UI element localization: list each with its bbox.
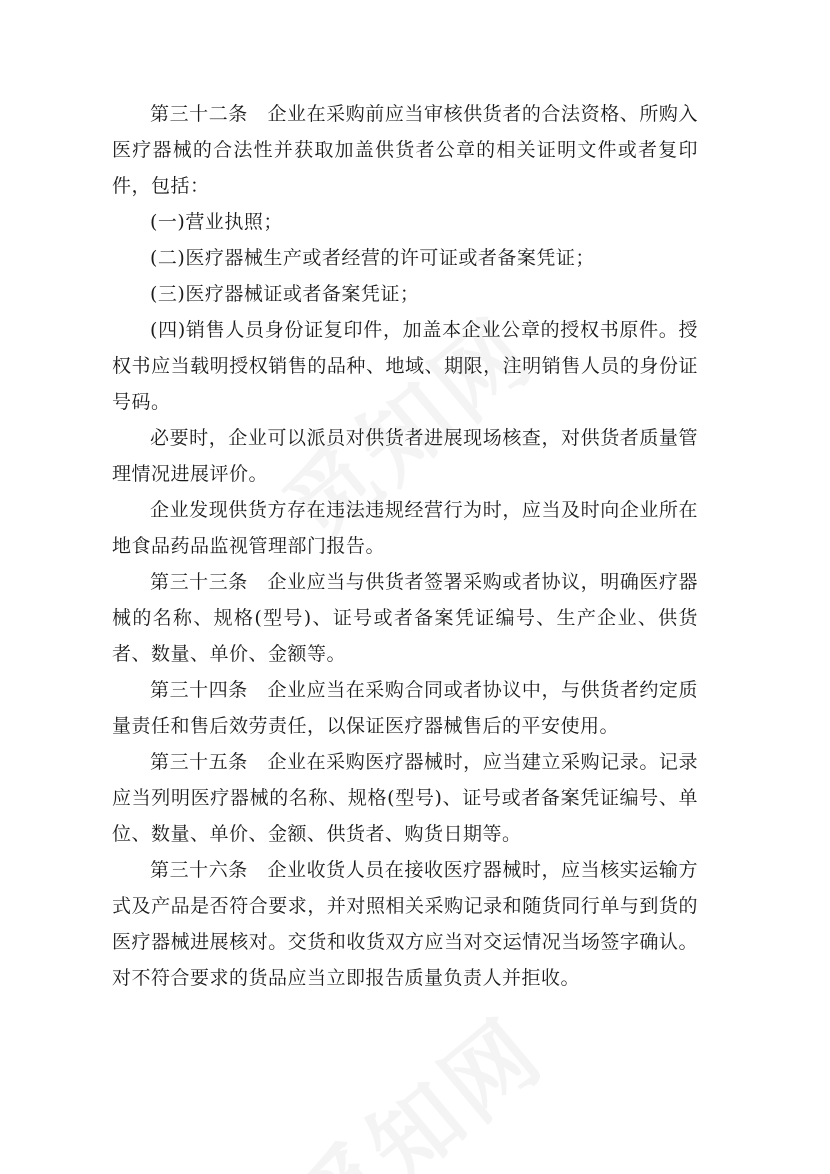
article-36-paragraph: 第三十六条 企业收货人员在接收医疗器械时，应当核实运输方式及产品是否符合要求，并对照相关采购记录和随货同行单与到货的医疗器械进展核对。交货和收货双方应当对交运情况当场签字确认。对不符合要求的货品应当立即报告质量负责人并拒收。 <box>112 859 698 989</box>
on-site-check-paragraph: 必要时，企业可以派员对供货者进展现场核查，对供货者质量管理情况进展评价。 <box>112 427 698 485</box>
article-33-paragraph: 第三十三条 企业应当与供货者签署采购或者协议，明确医疗器械的名称、规格(型号)、证号或者备案凭证编号、生产企业、供货者、数量、单价、金额等。 <box>112 571 698 665</box>
violation-report-paragraph: 企业发现供货方存在违法违规经营行为时，应当及时向企业所在地食品药品监视管理部门报告。 <box>112 499 698 557</box>
watermark <box>262 983 566 1174</box>
list-item-3: (三)医疗器械证或者备案凭证； <box>150 283 420 305</box>
article-34-paragraph: 第三十四条 企业应当在采购合同或者协议中，与供货者约定质量责任和售后效劳责任，以保证医疗器械售后的平安使用。 <box>112 679 698 737</box>
document-body <box>112 96 698 996</box>
list-item-4: (四)销售人员身份证复印件，加盖本企业公章的授权书原件。授权书应当载明授权销售的品种、地域、期限，注明销售人员的身份证号码。 <box>112 319 698 413</box>
list-item-2: (二)医疗器械生产或者经营的许可证或者备案凭证； <box>150 247 595 269</box>
list-item-1: (一)营业执照； <box>150 211 283 233</box>
article-35-paragraph: 第三十五条 企业在采购医疗器械时，应当建立采购记录。记录应当列明医疗器械的名称、规格(型号)、证号或者备案凭证编号、单位、数量、单价、金额、供货者、购货日期等。 <box>112 751 698 845</box>
article-32-paragraph: 第三十二条 企业在采购前应当审核供货者的合法资格、所购入医疗器械的合法性并获取加盖供货者公章的相关证明文件或者复印件，包括： <box>112 103 698 197</box>
